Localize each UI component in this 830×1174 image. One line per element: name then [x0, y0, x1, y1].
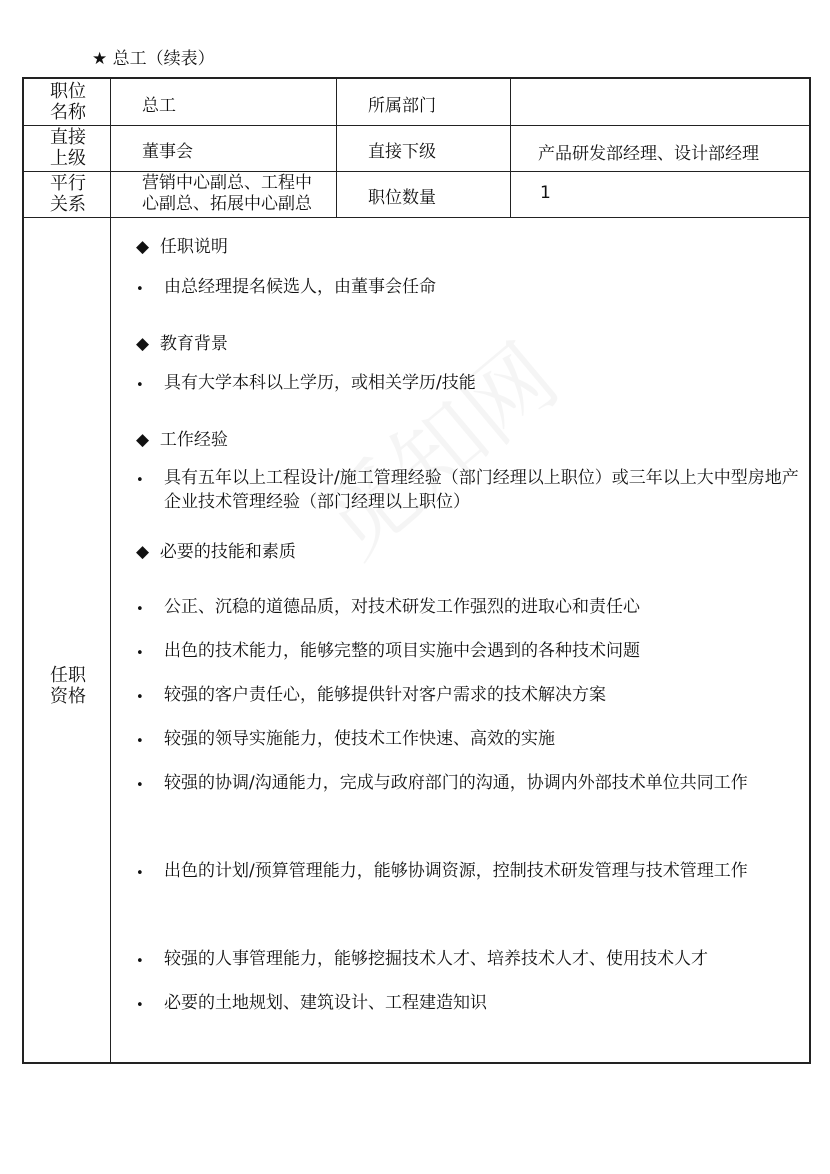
- section-heading: ◆ 工作经验: [136, 430, 228, 450]
- bullet-icon: •: [136, 690, 144, 705]
- dept-label: 所属部门: [368, 96, 436, 116]
- position-value: 总工: [142, 96, 176, 116]
- section-heading: ◆ 必要的技能和素质: [136, 542, 296, 562]
- bullet-icon: •: [136, 473, 144, 488]
- diamond-icon: ◆: [136, 542, 150, 562]
- bullet-icon: •: [136, 282, 144, 297]
- diamond-icon: ◆: [136, 430, 150, 450]
- subordinate-label: 直接下级: [368, 142, 436, 162]
- page-title: ★ 总工（续表）: [92, 49, 215, 69]
- list-item: • 出色的计划/预算管理能力，能够协调资源，控制技术研发管理与技术管理工作: [136, 861, 748, 881]
- list-item: • 较强的协调/沟通能力，完成与政府部门的沟通，协调内外部技术单位共同工作: [136, 773, 748, 793]
- superior-value: 董事会: [142, 142, 193, 162]
- bullet-icon: •: [136, 378, 144, 393]
- job-table: [22, 77, 811, 1064]
- list-item: • 出色的技术能力，能够完整的项目实施中会遇到的各种技术问题: [136, 641, 640, 661]
- bullet-icon: •: [136, 998, 144, 1013]
- list-item: • 公正、沉稳的道德品质，对技术研发工作强烈的进取心和责任心: [136, 597, 640, 617]
- diamond-icon: ◆: [136, 334, 150, 354]
- list-item: • 较强的人事管理能力，能够挖掘技术人才、培养技术人才、使用技术人才: [136, 949, 708, 969]
- bullet-icon: •: [136, 602, 144, 617]
- bullet-icon: •: [136, 954, 144, 969]
- diamond-icon: ◆: [136, 237, 150, 257]
- label-parallel: 平行关系: [50, 173, 86, 215]
- count-value: 1: [540, 183, 551, 203]
- list-item: • 必要的土地规划、建筑设计、工程建造知识: [136, 993, 487, 1013]
- section-heading: ◆ 教育背景: [136, 334, 228, 354]
- label-position-name: 职位名称: [50, 81, 86, 123]
- parallel-value-line1: 营销中心副总、工程中: [142, 173, 312, 193]
- list-item: • 具有大学本科以上学历，或相关学历/技能: [136, 373, 476, 393]
- subordinate-value: 产品研发部经理、设计部经理: [538, 144, 759, 164]
- list-item: • 由总经理提名候选人，由董事会任命: [136, 277, 436, 297]
- label-qualification: 任职资格: [50, 665, 86, 707]
- bullet-icon: •: [136, 646, 144, 661]
- list-item: • 具有五年以上工程设计/施工管理经验（部门经理以上职位）或三年以上大中型房地产企业技术管理经验（部门经理以上职位）: [136, 468, 799, 512]
- section-heading: ◆ 任职说明: [136, 237, 228, 257]
- count-label: 职位数量: [368, 188, 436, 208]
- bullet-icon: •: [136, 734, 144, 749]
- list-item: • 较强的客户责任心，能够提供针对客户需求的技术解决方案: [136, 685, 606, 705]
- bullet-icon: •: [136, 866, 144, 881]
- label-direct-superior: 直接上级: [50, 127, 86, 169]
- list-item: • 较强的领导实施能力，使技术工作快速、高效的实施: [136, 729, 555, 749]
- bullet-icon: •: [136, 778, 144, 793]
- parallel-value-line2: 心副总、拓展中心副总: [142, 194, 312, 214]
